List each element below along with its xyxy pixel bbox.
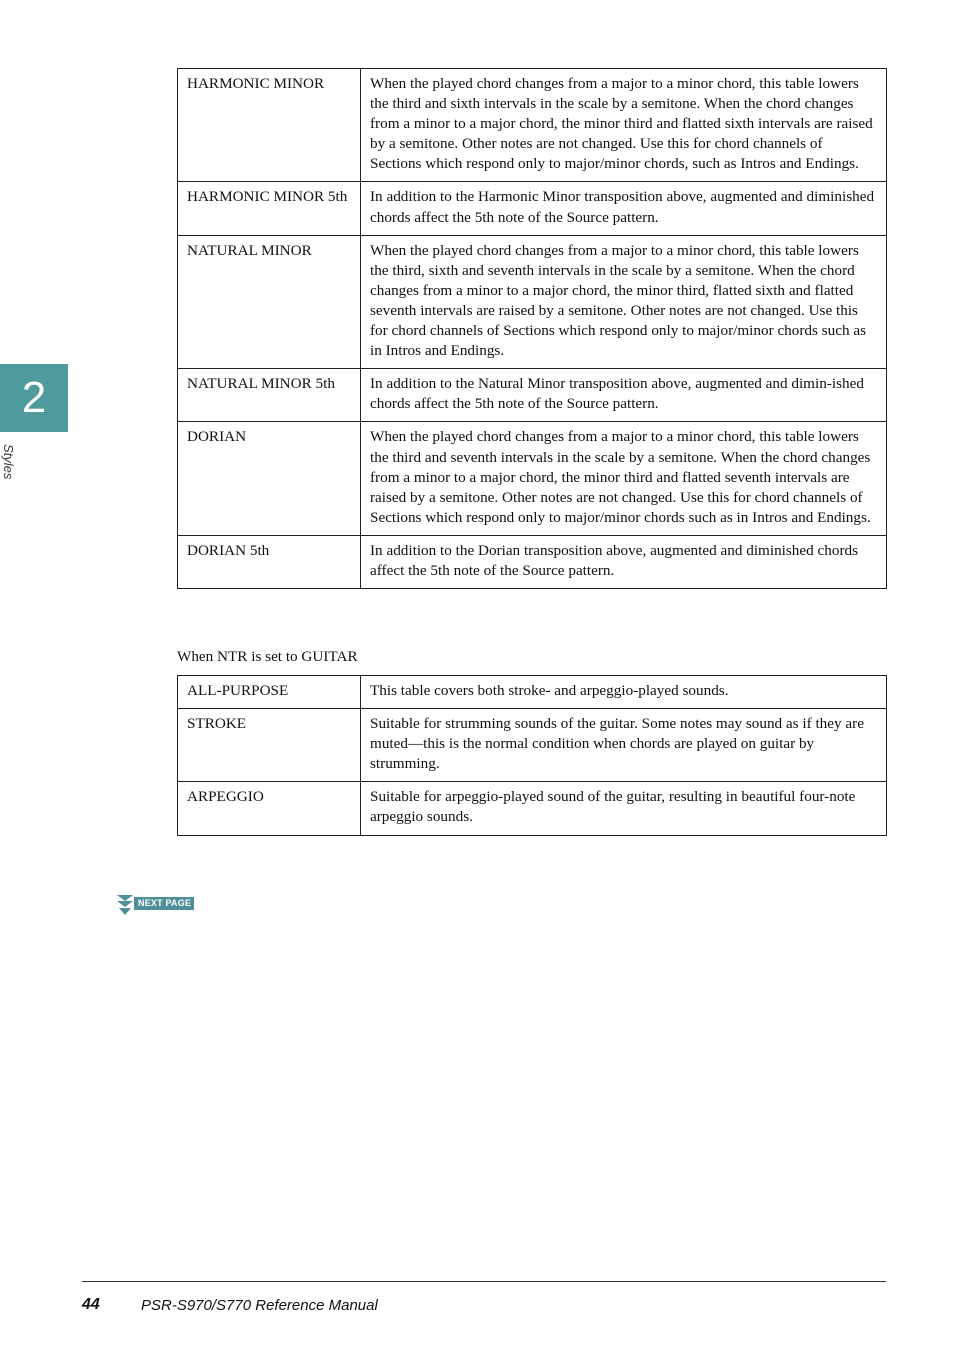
manual-title: PSR-S970/S770 Reference Manual	[141, 1297, 378, 1314]
table-cell-description: In addition to the Dorian transposition above, augmented and diminished chords affect the 5th note of the Source pattern.	[361, 535, 887, 588]
table-row	[178, 535, 887, 588]
table-row	[178, 69, 887, 182]
table-cell-name: HARMONIC MINOR	[178, 69, 361, 182]
page-number: 44	[82, 1296, 100, 1313]
table-cell-name: DORIAN 5th	[178, 535, 361, 588]
table-cell-description: This table covers both stroke- and arpeggio-played sounds.	[361, 676, 887, 709]
chapter-number-tab: 2	[0, 364, 68, 432]
table-cell-description: When the played chord changes from a major to a minor chord, this table lowers the third and seventh intervals in the scale by a semitone. When the chord changes from a minor to a major chord, the minor third and flatted seventh intervals are raised by a semitone. Other notes are not changed. Use this for chord channels of Sections which respond only to major/minor chords such as in Intros and Endings.	[361, 422, 887, 535]
table-cell-description: When the played chord changes from a major to a minor chord, this table lowers the third, sixth and seventh intervals in the scale by a semitone. When the chord changes from a minor to a major chord, the minor third, flatted sixth and flatted seventh intervals are raised by a semitone. Other notes are not changed. Use this for chord channels of Sections which respond only to major/minor chords such as in Intros and Endings.	[361, 235, 887, 369]
footer-divider	[82, 1281, 886, 1282]
table-cell-name: NATURAL MINOR	[178, 235, 361, 369]
guitar-transposition-table	[177, 675, 887, 836]
chapter-label: Styles	[1, 444, 16, 480]
table-cell-name: DORIAN	[178, 422, 361, 535]
table-cell-name: ALL-PURPOSE	[178, 676, 361, 709]
table-cell-name: NATURAL MINOR 5th	[178, 369, 361, 422]
table-cell-description: In addition to the Harmonic Minor transposition above, augmented and diminished chords affect the 5th note of the Source pattern.	[361, 182, 887, 235]
minor-transposition-table	[177, 68, 887, 589]
table-cell-name: ARPEGGIO	[178, 782, 361, 835]
next-page-link[interactable]	[116, 894, 194, 916]
table-cell-name: HARMONIC MINOR 5th	[178, 182, 361, 235]
double-chevron-down-icon	[116, 894, 134, 916]
table-cell-description: Suitable for arpeggio-played sound of the guitar, resulting in beautiful four-note arpeggio sounds.	[361, 782, 887, 835]
table-cell-description: When the played chord changes from a major to a minor chord, this table lowers the third and sixth intervals in the scale by a semitone. When the chord changes from a minor to a major chord, the minor third and flatted sixth intervals are raised by a semitone. Other notes are not changed. Use this for chord channels of Sections which respond only to major/minor chords, such as Intros and Endings.	[361, 69, 887, 182]
table-row	[178, 422, 887, 535]
next-page-label: NEXT PAGE	[134, 897, 194, 910]
table-row	[178, 182, 887, 235]
table-row	[178, 235, 887, 369]
table-cell-description: In addition to the Natural Minor transposition above, augmented and dimin-ished chords affect the 5th note of the Source pattern.	[361, 369, 887, 422]
table-row	[178, 709, 887, 782]
table-row	[178, 782, 887, 835]
table-row	[178, 676, 887, 709]
guitar-table-caption: When NTR is set to GUITAR	[177, 648, 358, 665]
table-cell-name: STROKE	[178, 709, 361, 782]
table-cell-description: Suitable for strumming sounds of the guitar. Some notes may sound as if they are muted—this is the normal condition when chords are played on guitar by strumming.	[361, 709, 887, 782]
table-row	[178, 369, 887, 422]
